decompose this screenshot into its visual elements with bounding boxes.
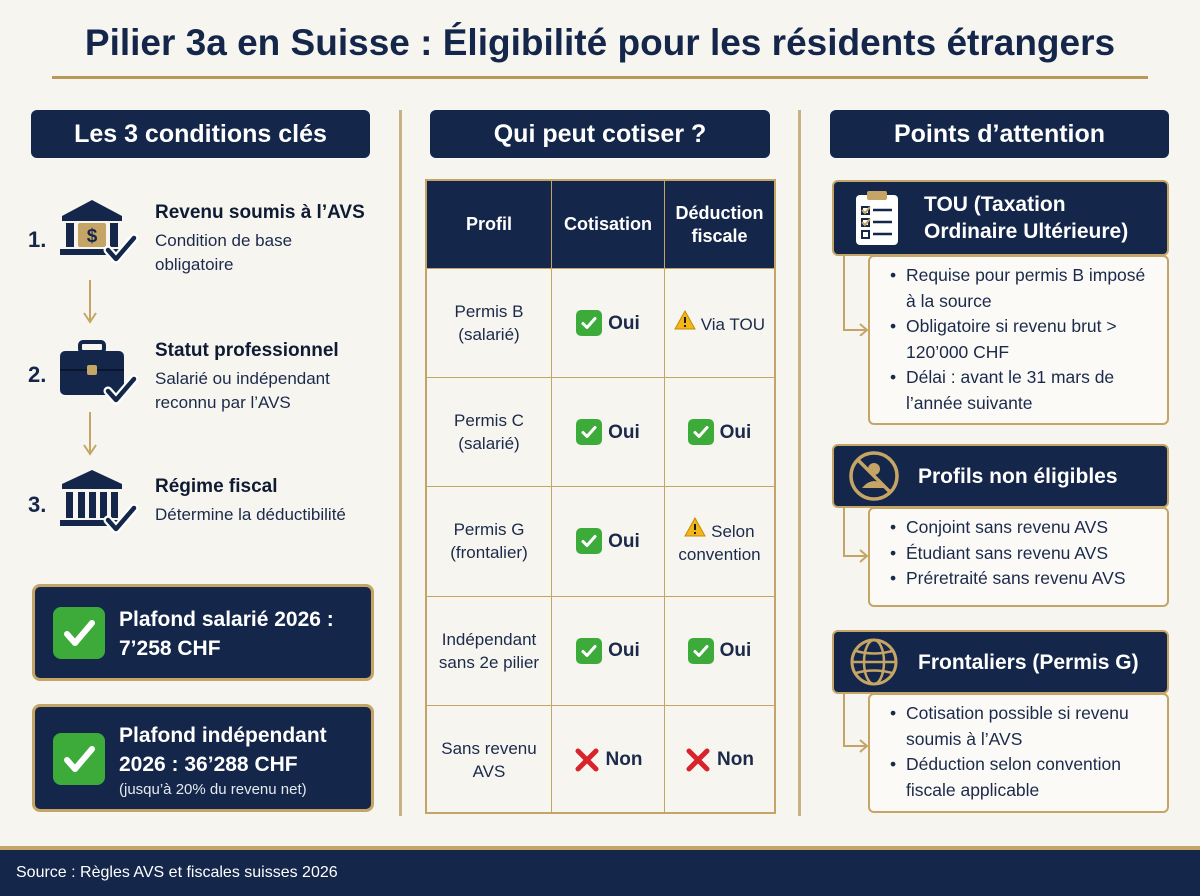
briefcase-icon — [58, 338, 138, 408]
bank-dollar-icon — [58, 196, 138, 266]
tou-title: TOU (Taxation Ordinaire Ultérieure) — [924, 193, 1129, 243]
condition-2-desc-line2: reconnu par l’AVS — [155, 393, 291, 412]
profil-cell: Permis G (frontalier) — [450, 520, 528, 563]
condition-3-number: 3. — [28, 492, 47, 517]
title-divider — [52, 76, 1148, 79]
profil-cell: Sans revenu AVS — [441, 738, 537, 781]
cotisation-cell: Non — [551, 706, 664, 814]
flow-arrow-down-icon — [82, 280, 98, 326]
header-cotisation: Cotisation — [551, 181, 664, 268]
warning-icon — [684, 517, 706, 537]
cotisation-cell: Oui — [551, 487, 664, 595]
footer-source: Source : Règles AVS et fiscales suisses 2026 — [0, 850, 1200, 896]
condition-1-desc-line1: Condition de base — [155, 231, 293, 250]
list-item: • Obligatoire si revenu brut > 120’000 CHF — [884, 314, 1157, 365]
condition-2-number: 2. — [28, 362, 47, 387]
table-row — [427, 486, 774, 595]
list-item: • Délai : avant le 31 mars de l’année suivante — [884, 365, 1157, 416]
tou-details — [868, 255, 1169, 425]
check-icon — [53, 607, 105, 659]
connector-arrow-icon — [840, 694, 870, 754]
plafond-independant-note: (jusqu’à 20% du revenu net) — [119, 781, 307, 798]
clipboard-checklist-icon — [848, 189, 906, 247]
table-row — [427, 705, 774, 814]
check-icon — [688, 419, 714, 445]
svg-text:$: $ — [86, 226, 98, 247]
frontaliers-title: Frontaliers (Permis G) — [918, 650, 1139, 674]
flow-arrow-down-icon — [82, 412, 98, 458]
condition-1-number: 1. — [28, 227, 47, 252]
condition-3-title: Régime fiscal — [155, 476, 278, 497]
list-item: • Étudiant sans revenu AVS — [884, 541, 1157, 567]
tou-header — [832, 180, 1169, 256]
check-icon — [53, 733, 105, 785]
deduction-cell: Via TOU — [664, 269, 774, 377]
non-eligible-header — [832, 444, 1169, 508]
list-item: • Déduction selon convention fiscale applicable — [884, 752, 1157, 803]
profil-cell: Permis B (salarié) — [454, 302, 524, 345]
cross-icon — [574, 747, 600, 773]
plafond-independant-line1: Plafond indépendant — [119, 724, 327, 747]
condition-2-title: Statut professionnel — [155, 340, 339, 361]
plafond-independant-box — [32, 704, 374, 812]
list-item: • Conjoint sans revenu AVS — [884, 515, 1157, 541]
plafond-salarie-line2: 7’258 CHF — [119, 637, 221, 660]
non-eligible-title: Profils non éligibles — [918, 464, 1118, 488]
page-title: Pilier 3a en Suisse : Éligibilité pour les résidents étrangers — [84, 22, 1116, 63]
frontaliers-header — [832, 630, 1169, 694]
no-person-icon — [848, 450, 900, 502]
conditions-header: Les 3 conditions clés — [31, 110, 370, 158]
cotisation-cell: Oui — [551, 597, 664, 705]
plafond-salarie-box — [32, 584, 374, 681]
connector-arrow-icon — [840, 508, 870, 564]
warning-icon — [674, 310, 696, 330]
deduction-cell: Selon convention — [664, 487, 774, 595]
deduction-cell: Oui — [664, 378, 774, 486]
deduction-cell: Non — [664, 706, 774, 814]
frontaliers-details — [868, 693, 1169, 813]
profil-cell: Permis C (salarié) — [454, 411, 524, 454]
eligibility-table — [425, 179, 776, 814]
check-icon — [576, 310, 602, 336]
cotisation-cell: Oui — [551, 378, 664, 486]
condition-2-desc-line1: Salarié ou indépendant — [155, 369, 330, 388]
who-header: Qui peut cotiser ? — [430, 110, 770, 158]
check-icon — [576, 528, 602, 554]
plafond-independant-line2: 2026 : 36’288 CHF — [119, 753, 298, 776]
bank-building-icon — [58, 466, 138, 536]
list-item: • Cotisation possible si revenu soumis à l’AVS — [884, 701, 1157, 752]
header-deduction: Déduction fiscale — [664, 181, 774, 268]
table-row — [427, 268, 774, 377]
check-icon — [576, 419, 602, 445]
table-row — [427, 377, 774, 486]
list-item: • Requise pour permis B imposé à la source — [884, 263, 1157, 314]
connector-arrow-icon — [840, 256, 870, 336]
non-eligible-details — [868, 507, 1169, 607]
plafond-salarie-line1: Plafond salarié 2026 : — [119, 608, 334, 631]
deduction-cell: Oui — [664, 597, 774, 705]
attention-header: Points d’attention — [830, 110, 1169, 158]
table-header-row — [427, 181, 774, 268]
list-item: • Préretraité sans revenu AVS — [884, 566, 1157, 592]
column-divider-left — [399, 110, 402, 816]
check-icon — [576, 638, 602, 664]
condition-3-desc-line1: Détermine la déductibilité — [155, 505, 346, 524]
header-profil: Profil — [465, 214, 512, 234]
profil-cell: Indépendant sans 2e pilier — [438, 629, 540, 672]
globe-icon — [848, 636, 900, 688]
condition-1-title: Revenu soumis à l’AVS — [155, 202, 365, 223]
cotisation-cell: Oui — [551, 269, 664, 377]
condition-1-desc-line2: obligatoire — [155, 255, 234, 274]
table-row — [427, 596, 774, 705]
cross-icon — [685, 747, 711, 773]
check-icon — [688, 638, 714, 664]
column-divider-right — [798, 110, 801, 816]
